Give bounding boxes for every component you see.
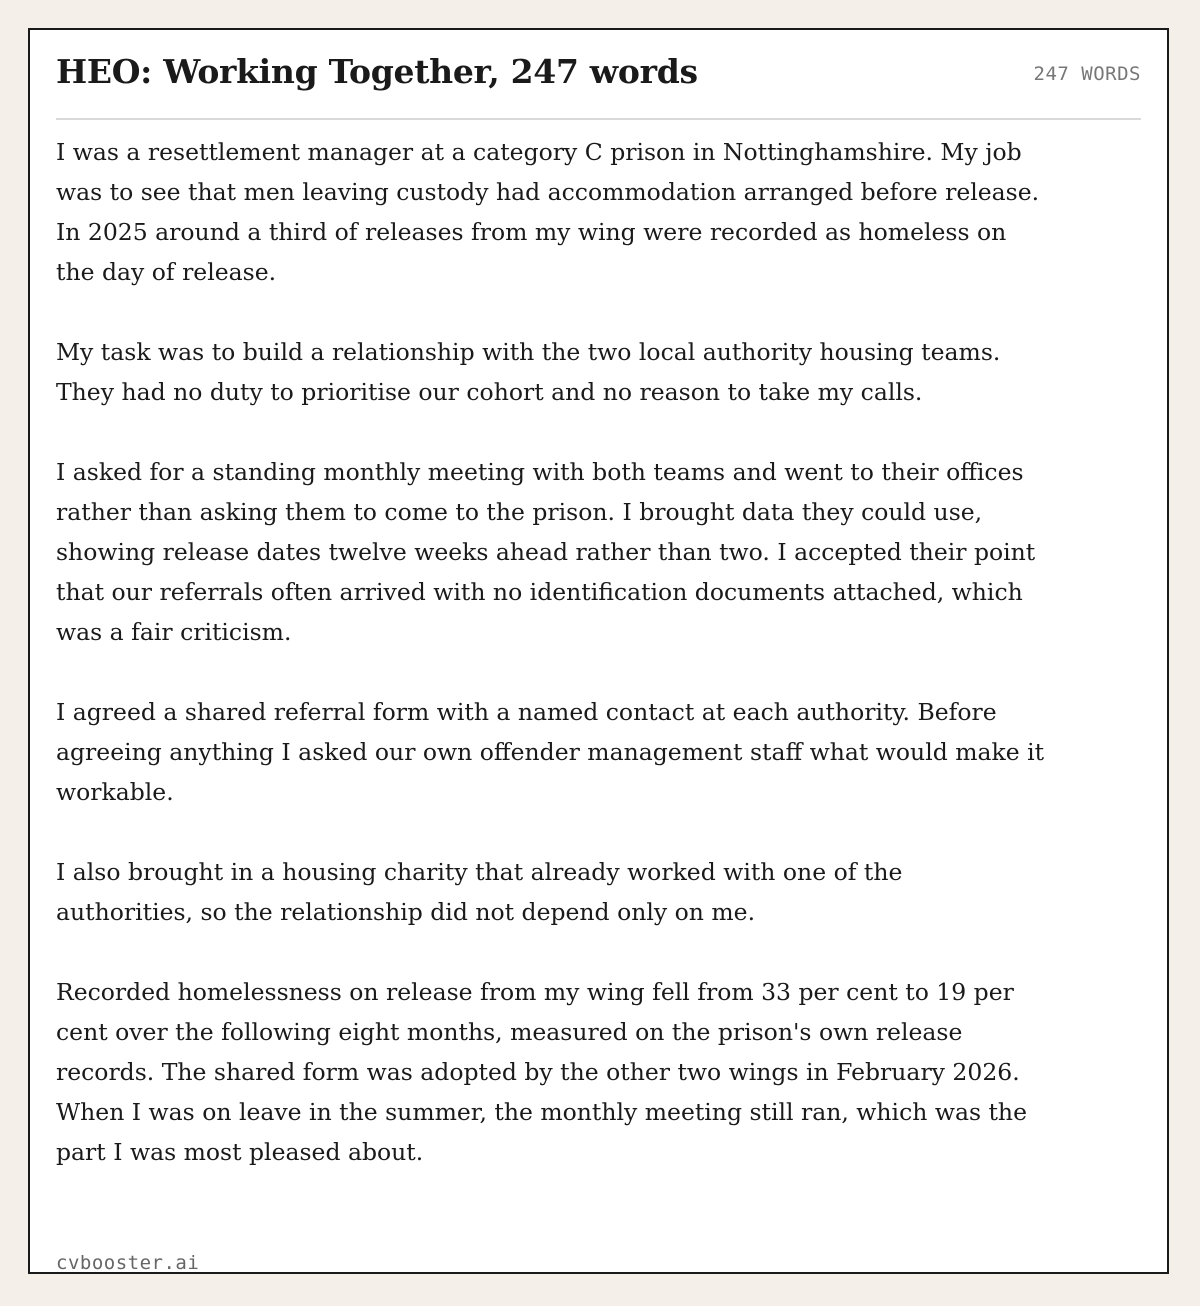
paragraph-task: My task was to build a relationship with the two local authority housing teams. They had no duty to prioritise our cohort and no reason to take my calls. <box>56 338 1001 406</box>
paragraph-result: Recorded homelessness on release from my wing fell from 33 per cent to 19 per cent over the following eight months, measured on the prison's own release records. The shared form was adopted by the other two wings in February 2026. When I was on leave in the summer, the monthly meeting still ran, which was the part I was most pleased about. <box>56 978 1027 1166</box>
paragraph-situation: I was a resettlement manager at a category C prison in Nottinghamshire. My job was to see that men leaving custody had accommodation arranged before release. In 2025 around a third of releases from my wing were recorded as homeless on the day of release. <box>56 138 1040 286</box>
paragraph-action-referral-form: I agreed a shared referral form with a named contact at each authority. Before agreeing anything I asked our own offender management staff what would make it workable. <box>56 698 1045 806</box>
paragraph-action-charity: I also brought in a housing charity that already worked with one of the authorities, so the relationship did not depend only on me. <box>56 858 903 926</box>
card-header <box>56 30 1141 120</box>
page-title: HEO: Working Together, 247 words <box>56 52 698 91</box>
paragraph-action-meetings: I asked for a standing monthly meeting with both teams and went to their offices rather than asking them to come to the prison. I brought data they could use, showing release dates twelve weeks ahead rather than two. I accepted their point that our referrals often arrived with no identification documents attached, which was a fair criticism. <box>56 458 1036 646</box>
answer-card <box>28 28 1169 1274</box>
answer-body <box>56 132 1046 1172</box>
word-count-label: 247 WORDS <box>1033 63 1141 85</box>
footer-brand: cvbooster.ai <box>56 1252 200 1274</box>
